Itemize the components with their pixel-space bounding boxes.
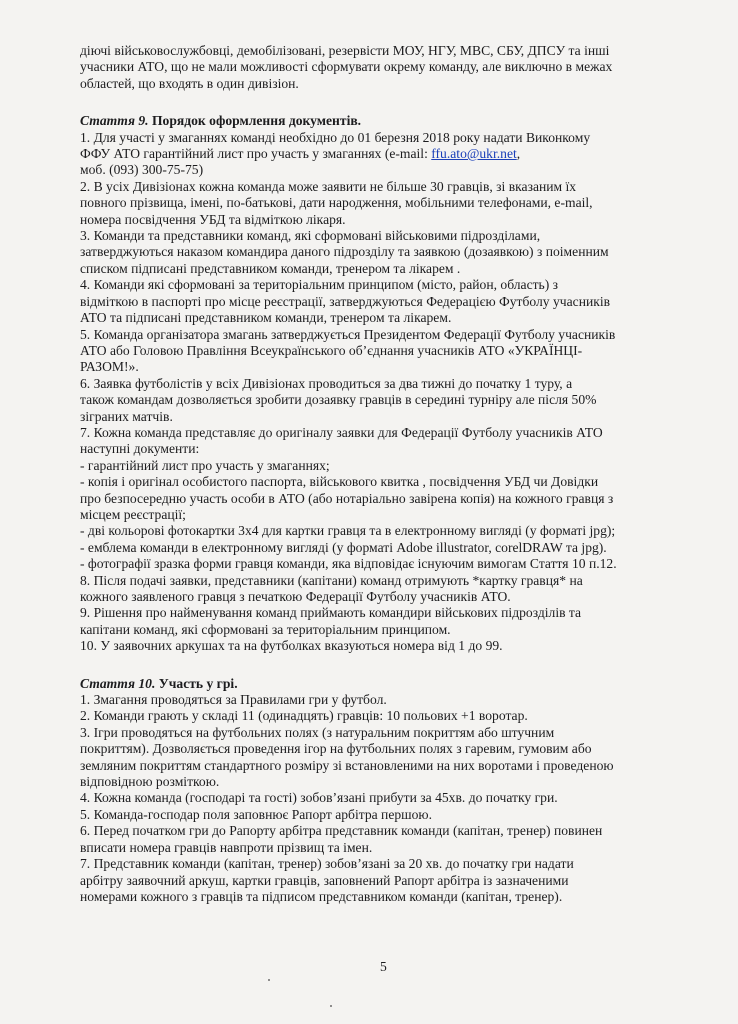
article-10: [80, 676, 688, 906]
article-9-line: - копія і оригінал особистого паспорта, військового квитка , посвідчення УБД чи Довідки: [80, 474, 599, 490]
article-10-line: 5. Команда-господар поля заповнює Рапорт арбітра першою.: [80, 806, 432, 822]
article-9-line: РАЗОМ!».: [80, 359, 139, 375]
intro-line: діючі військовослужбовці, демобілізовані, резервісти МОУ, НГУ, МВС, СБУ, ДПСУ та інші: [80, 43, 610, 58]
article-9-line: - дві кольорові фотокартки 3х4 для картки гравця та в електронному вигляді (у форматі jpg);: [80, 523, 616, 539]
article-9-line: - фотографії зразка форми гравця команди, яка відповідає існуючим вимогам Стаття 10 п.12.: [80, 556, 617, 572]
article-10-line: відповідною розміткою.: [80, 774, 220, 790]
scan-speck: [330, 1005, 332, 1007]
article-9-line: 3. Команди та представники команд, які сформовані військовими підрозділами,: [80, 228, 541, 244]
article-9-items: [80, 179, 688, 655]
article-9-line: 9. Рішення про найменування команд приймають командири військових підрозділів та: [80, 605, 582, 621]
article-10-items: [80, 692, 688, 905]
article-9-line: також командам дозволяється зробити дозаявку гравців в середині турніру але після 50%: [80, 392, 597, 408]
article-9-line: 6. Заявка футболістів у всіх Дивізіонах проводиться за два тижні до початку 1 туру, а: [80, 375, 573, 391]
article-9-line: наступні документи:: [80, 441, 200, 457]
intro-paragraph: [80, 43, 688, 92]
article-10-line: 1. Змагання проводяться за Правилами гри у футбол.: [80, 692, 387, 708]
article-9-line: відміткою в паспорті про місце реєстрації, затверджуються Федерацією Футболу учасників: [80, 293, 611, 309]
article-9: [80, 113, 688, 654]
article-9-line: 5. Команда організатора змагань затверджується Президентом Федерації Футболу учасників: [80, 326, 616, 342]
email-link[interactable]: ffu.ato@ukr.net: [431, 146, 517, 162]
article-9-line: 4. Команди які сформовані за територіальним принципом (місто, район, область) з: [80, 277, 559, 293]
article-9-line: про безпосередню участь особи в АТО (або нотаріально завірена копія) на кожного гравця з: [80, 490, 614, 506]
article-9-line: місцем реєстрації;: [80, 506, 186, 522]
article-10-line: 3. Ігри проводяться на футбольних полях (з натуральним покриттям або штучним: [80, 724, 555, 740]
article-10-title: Участь у грі.: [158, 675, 238, 691]
article-10-line: 6. Перед початком гри до Рапорту арбітра представник команди (капітан, тренер) повинен: [80, 823, 603, 839]
article-9-line: 10. У заявочних аркушах та на футболках вказуються номера від 1 до 99.: [80, 638, 503, 654]
article-10-line: 4. Кожна команда (господарі та гості) зобов’язані прибути за 45хв. до початку гри.: [80, 790, 558, 806]
article-10-line: 7. Представник команди (капітан, тренер) зобов’язані за 20 хв. до початку гри надати: [80, 856, 574, 872]
scan-speck: [268, 979, 270, 981]
intro-line: учасники АТО, що не мали можливості сформувати окрему команду, але виключно в межах: [80, 59, 613, 75]
article-9-line: списком підписані представником команди, тренером та лікарем .: [80, 260, 461, 276]
article-9-line: АТО та підписані представником команди, тренером та лікарем.: [80, 310, 452, 326]
article-9-line: - емблема команди в електронному вигляді (у форматі Adobe illustrator, corelDRAW та jpg).: [80, 539, 607, 555]
article-9-heading: [80, 113, 688, 129]
article-10-number: Стаття 10.: [80, 675, 156, 691]
article-9-line: 8. Після подачі заявки, представники (капітани) команд отримують *картку гравця* на: [80, 572, 583, 588]
article-9-title: Порядок оформлення документів.: [151, 113, 362, 129]
article-9-line: кожного заявленого гравця з печаткою Федерації Футболу учасників АТО.: [80, 589, 511, 604]
article-9-line: зіграних матчів.: [80, 408, 173, 424]
page-number: 5: [380, 959, 387, 974]
article-10-heading: [80, 676, 688, 692]
article-9-line: повного прізвища, імені, по-батькові, дати народження, мобільними телефонами, e-mail,: [80, 195, 593, 211]
article-9-line: капітани команд, які сформовані за територіальним принципом.: [80, 621, 451, 637]
article-9-line: моб. (093) 300-75-75): [80, 162, 204, 178]
article-9-text: ФФУ АТО гарантійний лист про участь у змаганнях (e-mail:: [80, 146, 432, 162]
article-10-line: покриттям). Дозволяється проведення ігор на футбольних полях з гаревим, гумовим або: [80, 741, 592, 757]
article-9-line: затверджуються наказом командира даного підрозділу та заявкою (дозаявкою) з поіменним: [80, 244, 609, 260]
article-10-line: вписати номера гравців навпроти прізвищ та імен.: [80, 839, 373, 855]
article-10-line: 2. Команди грають у складі 11 (одинадцять) гравців: 10 польових +1 воротар.: [80, 708, 528, 724]
intro-line: областей, що входять в один дивізіон.: [80, 75, 299, 91]
article-9-line: 2. В усіх Дивізіонах кожна команда може заявити не більше 30 гравців, зі вказаним їх: [80, 178, 577, 194]
article-9-line: АТО або Головою Правління Всеукраїнського об’єднання учасників АТО «УКРАЇНЦІ-: [80, 342, 583, 358]
article-10-line: земляним покриттям стандартного розміру зі встановленими на них воротами і проведеною: [80, 757, 614, 773]
article-9-text: ,: [516, 146, 521, 162]
article-9-number: Стаття 9.: [80, 113, 149, 129]
article-9-line: [80, 146, 688, 162]
article-9-line: 1. Для участі у змаганнях команді необхідно до 01 березня 2018 року надати Виконкому: [80, 129, 591, 145]
article-9-line: 7. Кожна команда представляє до оригіналу заявки для Федерації Футболу учасників АТО: [80, 424, 603, 440]
article-9-line: - гарантійний лист про участь у змаганнях;: [80, 457, 330, 473]
article-10-line: арбітру заявочний аркуш, картки гравців, заповнений Рапорт арбітра із зазначеними: [80, 872, 569, 888]
article-10-line: номерами кожного з гравців та підписом представником команди (капітан, тренер).: [80, 888, 563, 904]
article-9-line: номера посвідчення УБД та відміткою лікаря.: [80, 211, 346, 227]
